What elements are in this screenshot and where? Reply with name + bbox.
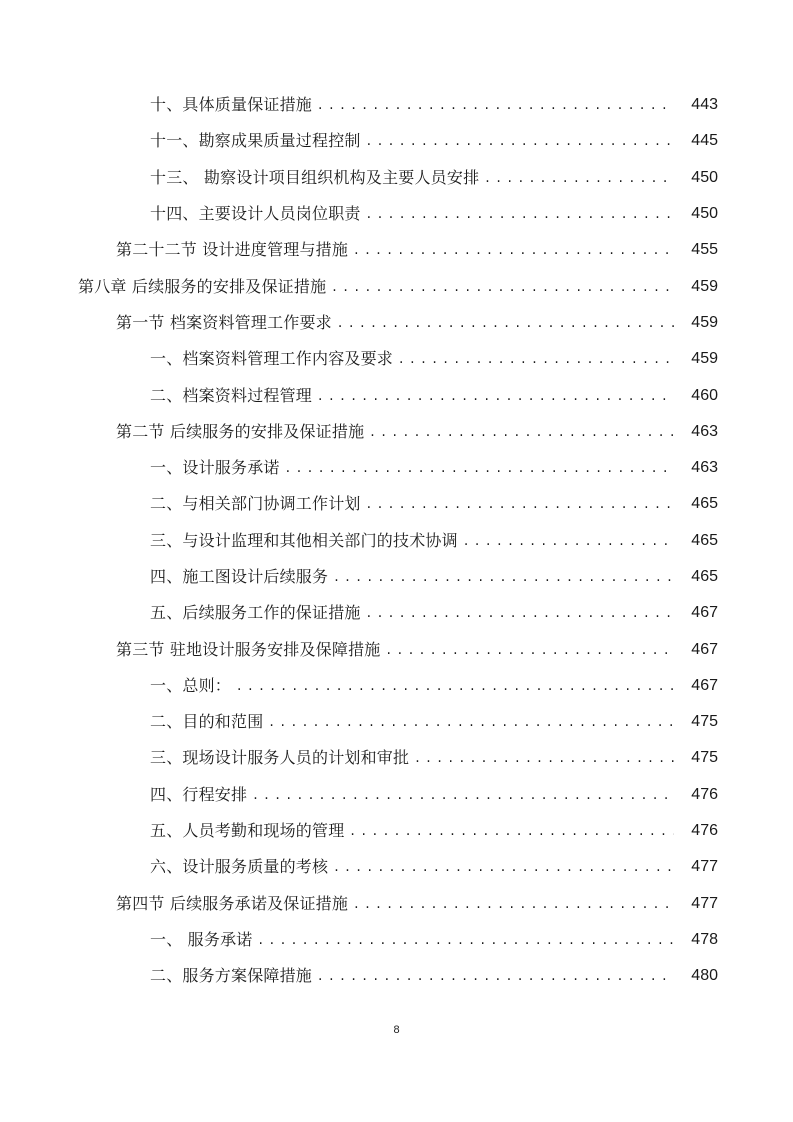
toc-entry-page: 476 [691, 785, 718, 803]
toc-entry-title: 一、 服务承诺 [150, 929, 253, 949]
toc-entry[interactable] [0, 631, 793, 667]
toc-dot-leader [318, 95, 674, 115]
toc-entry-page: 460 [691, 386, 718, 404]
toc-entry-title: 第一节 档案资料管理工作要求 [116, 312, 332, 332]
toc-entry-title: 一、设计服务承诺 [150, 458, 280, 478]
toc-entry-title: 三、现场设计服务人员的计划和审批 [150, 748, 410, 768]
toc-dot-leader [367, 131, 674, 151]
toc-entry-page: 459 [691, 277, 718, 295]
toc-dot-leader [318, 386, 674, 406]
toc-entry[interactable] [0, 813, 793, 849]
toc-entry-title: 一、总则： [150, 675, 232, 695]
toc-entry[interactable] [0, 196, 793, 232]
toc-dot-leader [332, 277, 674, 297]
toc-dot-leader [367, 494, 674, 514]
toc-entry[interactable] [0, 232, 793, 268]
toc-dot-leader [354, 240, 674, 260]
toc-dot-leader [399, 349, 674, 369]
toc-dot-leader [338, 313, 674, 333]
toc-entry-title: 第四节 后续服务承诺及保证措施 [116, 893, 349, 913]
toc-entry-title: 十一、勘察成果质量过程控制 [150, 131, 361, 151]
toc-entry-page: 459 [691, 350, 718, 368]
toc-entry-title: 第二节 后续服务的安排及保证措施 [116, 421, 365, 441]
toc-entry-title: 二、服务方案保障措施 [150, 966, 313, 986]
toc-entry[interactable] [0, 668, 793, 704]
toc-dot-leader [253, 785, 674, 805]
toc-dot-leader [387, 640, 675, 660]
toc-entry[interactable] [0, 559, 793, 595]
toc-entry-page: 450 [691, 168, 718, 186]
toc-entry-page: 476 [691, 822, 718, 840]
toc-dot-leader [318, 966, 674, 986]
table-of-contents [0, 87, 793, 994]
toc-entry[interactable] [0, 595, 793, 631]
toc-dot-leader [464, 531, 674, 551]
toc-dot-leader [286, 458, 674, 478]
toc-entry-page: 467 [691, 604, 718, 622]
toc-dot-leader [237, 676, 674, 696]
toc-entry-page: 465 [691, 495, 718, 513]
toc-entry[interactable] [0, 777, 793, 813]
toc-entry[interactable] [0, 740, 793, 776]
toc-entry-page: 475 [691, 713, 718, 731]
toc-dot-leader [350, 821, 674, 841]
toc-entry-title: 四、行程安排 [150, 784, 248, 804]
toc-entry-page: 455 [691, 241, 718, 259]
toc-entry[interactable] [0, 450, 793, 486]
toc-entry[interactable] [0, 341, 793, 377]
toc-entry-page: 467 [691, 676, 718, 694]
toc-entry-title: 十、具体质量保证措施 [150, 95, 313, 115]
toc-entry[interactable] [0, 922, 793, 958]
toc-entry-title: 二、目的和范围 [150, 712, 264, 732]
toc-entry-page: 443 [691, 96, 718, 114]
toc-entry[interactable] [0, 160, 793, 196]
toc-entry-title: 第八章 后续服务的安排及保证措施 [78, 276, 327, 296]
toc-entry[interactable] [0, 377, 793, 413]
toc-entry-page: 459 [691, 313, 718, 331]
toc-dot-leader [367, 603, 674, 623]
toc-entry-title: 五、人员考勤和现场的管理 [150, 821, 345, 841]
toc-entry[interactable] [0, 268, 793, 304]
toc-entry-page: 480 [691, 967, 718, 985]
toc-entry-title: 二、与相关部门协调工作计划 [150, 494, 361, 514]
toc-entry-title: 五、后续服务工作的保证措施 [150, 603, 361, 623]
toc-dot-leader [354, 894, 674, 914]
toc-dot-leader [259, 930, 675, 950]
toc-entry-page: 478 [691, 930, 718, 948]
toc-entry-title: 二、档案资料过程管理 [150, 385, 313, 405]
toc-entry[interactable] [0, 486, 793, 522]
toc-dot-leader [367, 204, 674, 224]
toc-entry-title: 四、施工图设计后续服务 [150, 567, 329, 586]
toc-dot-leader [334, 567, 674, 587]
toc-entry[interactable] [0, 886, 793, 922]
toc-entry-page: 450 [691, 205, 718, 223]
toc-dot-leader [415, 748, 674, 768]
toc-entry-title: 一、档案资料管理工作内容及要求 [150, 349, 394, 369]
toc-entry-page: 477 [691, 858, 718, 876]
toc-dot-leader [334, 857, 674, 877]
toc-entry[interactable] [0, 523, 793, 559]
toc-entry-page: 463 [691, 459, 718, 477]
toc-dot-leader [370, 422, 674, 442]
toc-entry[interactable] [0, 849, 793, 885]
toc-entry[interactable] [0, 87, 793, 123]
toc-entry[interactable] [0, 414, 793, 450]
toc-entry-page: 445 [691, 132, 718, 150]
toc-entry[interactable] [0, 305, 793, 341]
toc-entry-title: 第二十二节 设计进度管理与措施 [116, 240, 349, 260]
toc-entry-title: 第三节 驻地设计服务安排及保障措施 [116, 639, 381, 659]
toc-entry-title: 六、设计服务质量的考核 [150, 857, 329, 877]
toc-entry-title: 三、与设计监理和其他相关部门的技术协调 [150, 530, 458, 550]
toc-dot-leader [485, 168, 674, 188]
toc-entry-page: 477 [691, 894, 718, 912]
toc-entry[interactable] [0, 123, 793, 159]
page-number: 8 [393, 1024, 400, 1036]
toc-entry[interactable] [0, 704, 793, 740]
toc-entry-title: 十三、 勘察设计项目组织机构及主要人员安排 [150, 167, 480, 187]
toc-entry[interactable] [0, 958, 793, 994]
toc-dot-leader [269, 712, 674, 732]
toc-entry-title: 十四、主要设计人员岗位职责 [150, 204, 361, 224]
toc-entry-page: 467 [691, 640, 718, 658]
toc-entry-page: 463 [691, 422, 718, 440]
toc-entry-page: 475 [691, 749, 718, 767]
toc-entry-page: 465 [691, 531, 718, 549]
toc-entry-page: 465 [691, 568, 718, 585]
